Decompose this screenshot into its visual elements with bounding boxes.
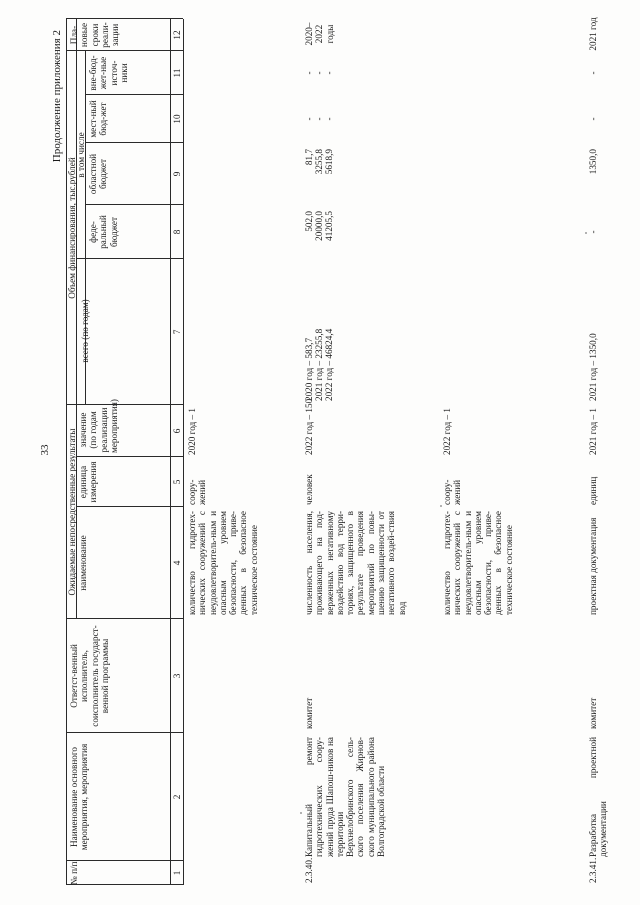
federal-value: 20000,0	[314, 211, 324, 241]
result-unit: единиц	[588, 476, 598, 505]
column-number: 7	[172, 329, 182, 335]
local-value: -	[304, 117, 314, 121]
activity-name: Разработка проектной документации	[588, 737, 609, 857]
regional-value: 1350,0	[588, 149, 598, 175]
result-name: проектная документация	[588, 517, 598, 615]
result-name: количество гидротех-нических сооружений с неудовлетворитель-ным и опасным уровнем безопасности, приве-денных в безопасное техническое состояние	[187, 511, 259, 615]
result-unit: соору-жений	[442, 479, 463, 505]
federal-value: 502,0	[304, 211, 314, 232]
column-number: 4	[172, 560, 182, 566]
header-including: в том числе	[76, 132, 86, 178]
column-number: 5	[172, 479, 182, 485]
header-local: мест-ный бюд-жет	[88, 100, 109, 138]
column-number: 11	[172, 68, 182, 78]
extrabudget-value: -	[324, 71, 334, 75]
result-value: 2021 год – 1	[588, 408, 598, 455]
executor: комитет	[588, 697, 598, 729]
activity-name: Капитальный ремонт гидротехнических соору-жений пруда Шапош-ников на территории Верхнелобринского сель-ского поселения Жирнов-ского муниципального района Волгоградской области	[304, 737, 387, 857]
extrabudget-value: -	[588, 71, 598, 75]
header-unit: единица измерения	[78, 461, 99, 503]
extrabudget-value: -	[304, 71, 314, 75]
column-number: 6	[172, 428, 182, 434]
column-number: 2	[172, 794, 182, 800]
regional-value: 3255,8	[314, 149, 324, 175]
header-extrabudget: вне-бюд-жет-ные источ-ники	[88, 55, 129, 91]
total-by-year: 2021 год – 1350,0	[588, 333, 598, 401]
column-number: 10	[172, 114, 182, 124]
regional-value: 81,7	[304, 149, 314, 166]
header-col-executor: Ответст-венный исполнитель, соисполнитель государст-венной программы	[69, 625, 110, 727]
row-number: 2.3.41.	[588, 857, 598, 883]
federal-value: 41205,5	[324, 211, 334, 241]
local-value: -	[588, 117, 598, 121]
header-total: всего (по годам)	[80, 299, 90, 363]
regional-value: 5618,9	[324, 149, 334, 175]
result-value: 2022 год – 150	[304, 398, 314, 455]
total-by-year: 2020 год – 583,7	[304, 337, 314, 401]
extrabudget-value: -	[314, 71, 324, 75]
header-value-by-year: значение (по годам реализации мероприятия)	[78, 399, 119, 453]
local-value: -	[314, 117, 324, 121]
row-number: 2.3.40.	[304, 857, 314, 883]
result-value: 2020 год – 1	[187, 408, 197, 455]
column-number: 1	[172, 870, 182, 876]
local-value: -	[324, 117, 334, 121]
header-col-name: Наименование основного мероприятия, мероприятия	[69, 743, 90, 851]
result-unit: соору-жений	[187, 479, 208, 505]
header-col-number: № п/п	[69, 861, 79, 885]
header-regional: областной бюджет	[88, 153, 109, 195]
implementation-term: 2020–2022 годы	[304, 22, 335, 46]
header-federal: феде-ральный бюджет	[88, 215, 119, 249]
header-term: Пла-новые сроки реали-зации	[69, 22, 121, 48]
result-unit: человек	[304, 474, 314, 505]
executor: комитет	[304, 697, 314, 729]
federal-value: -	[588, 230, 598, 234]
result-name: количество гидротех-нических сооружений с неудовлетворитель-ным и опасным уровнем безопасности, приве-денных в безопасное техническое состояние	[442, 511, 514, 615]
continuation-title: Продолжение приложения 2	[51, 30, 63, 163]
column-number: 8	[172, 229, 182, 235]
header-result-name: наименование	[78, 535, 88, 591]
result-name: численность населения, проживающего на под-верженных негативному воздействию вод терри-ториях, защищенного в результате проведения мероприятий по повы-шению защищенности от негативного воздей-ствия вод	[304, 511, 407, 615]
page-number: 33	[39, 444, 51, 456]
implementation-term: 2021 год	[588, 17, 598, 51]
total-by-year: 2021 год – 23255,8	[314, 328, 324, 401]
column-number: 12	[172, 30, 182, 40]
column-number: 3	[172, 673, 182, 679]
total-by-year: 2022 год – 46824,4	[324, 328, 334, 401]
header-financing: Объем финансирования, тыс.рублей	[67, 157, 77, 299]
header-expected-results: Ожидаемые непосредственные результаты	[67, 428, 77, 596]
column-number: 9	[172, 171, 182, 177]
result-value: 2022 год – 1	[442, 408, 452, 455]
